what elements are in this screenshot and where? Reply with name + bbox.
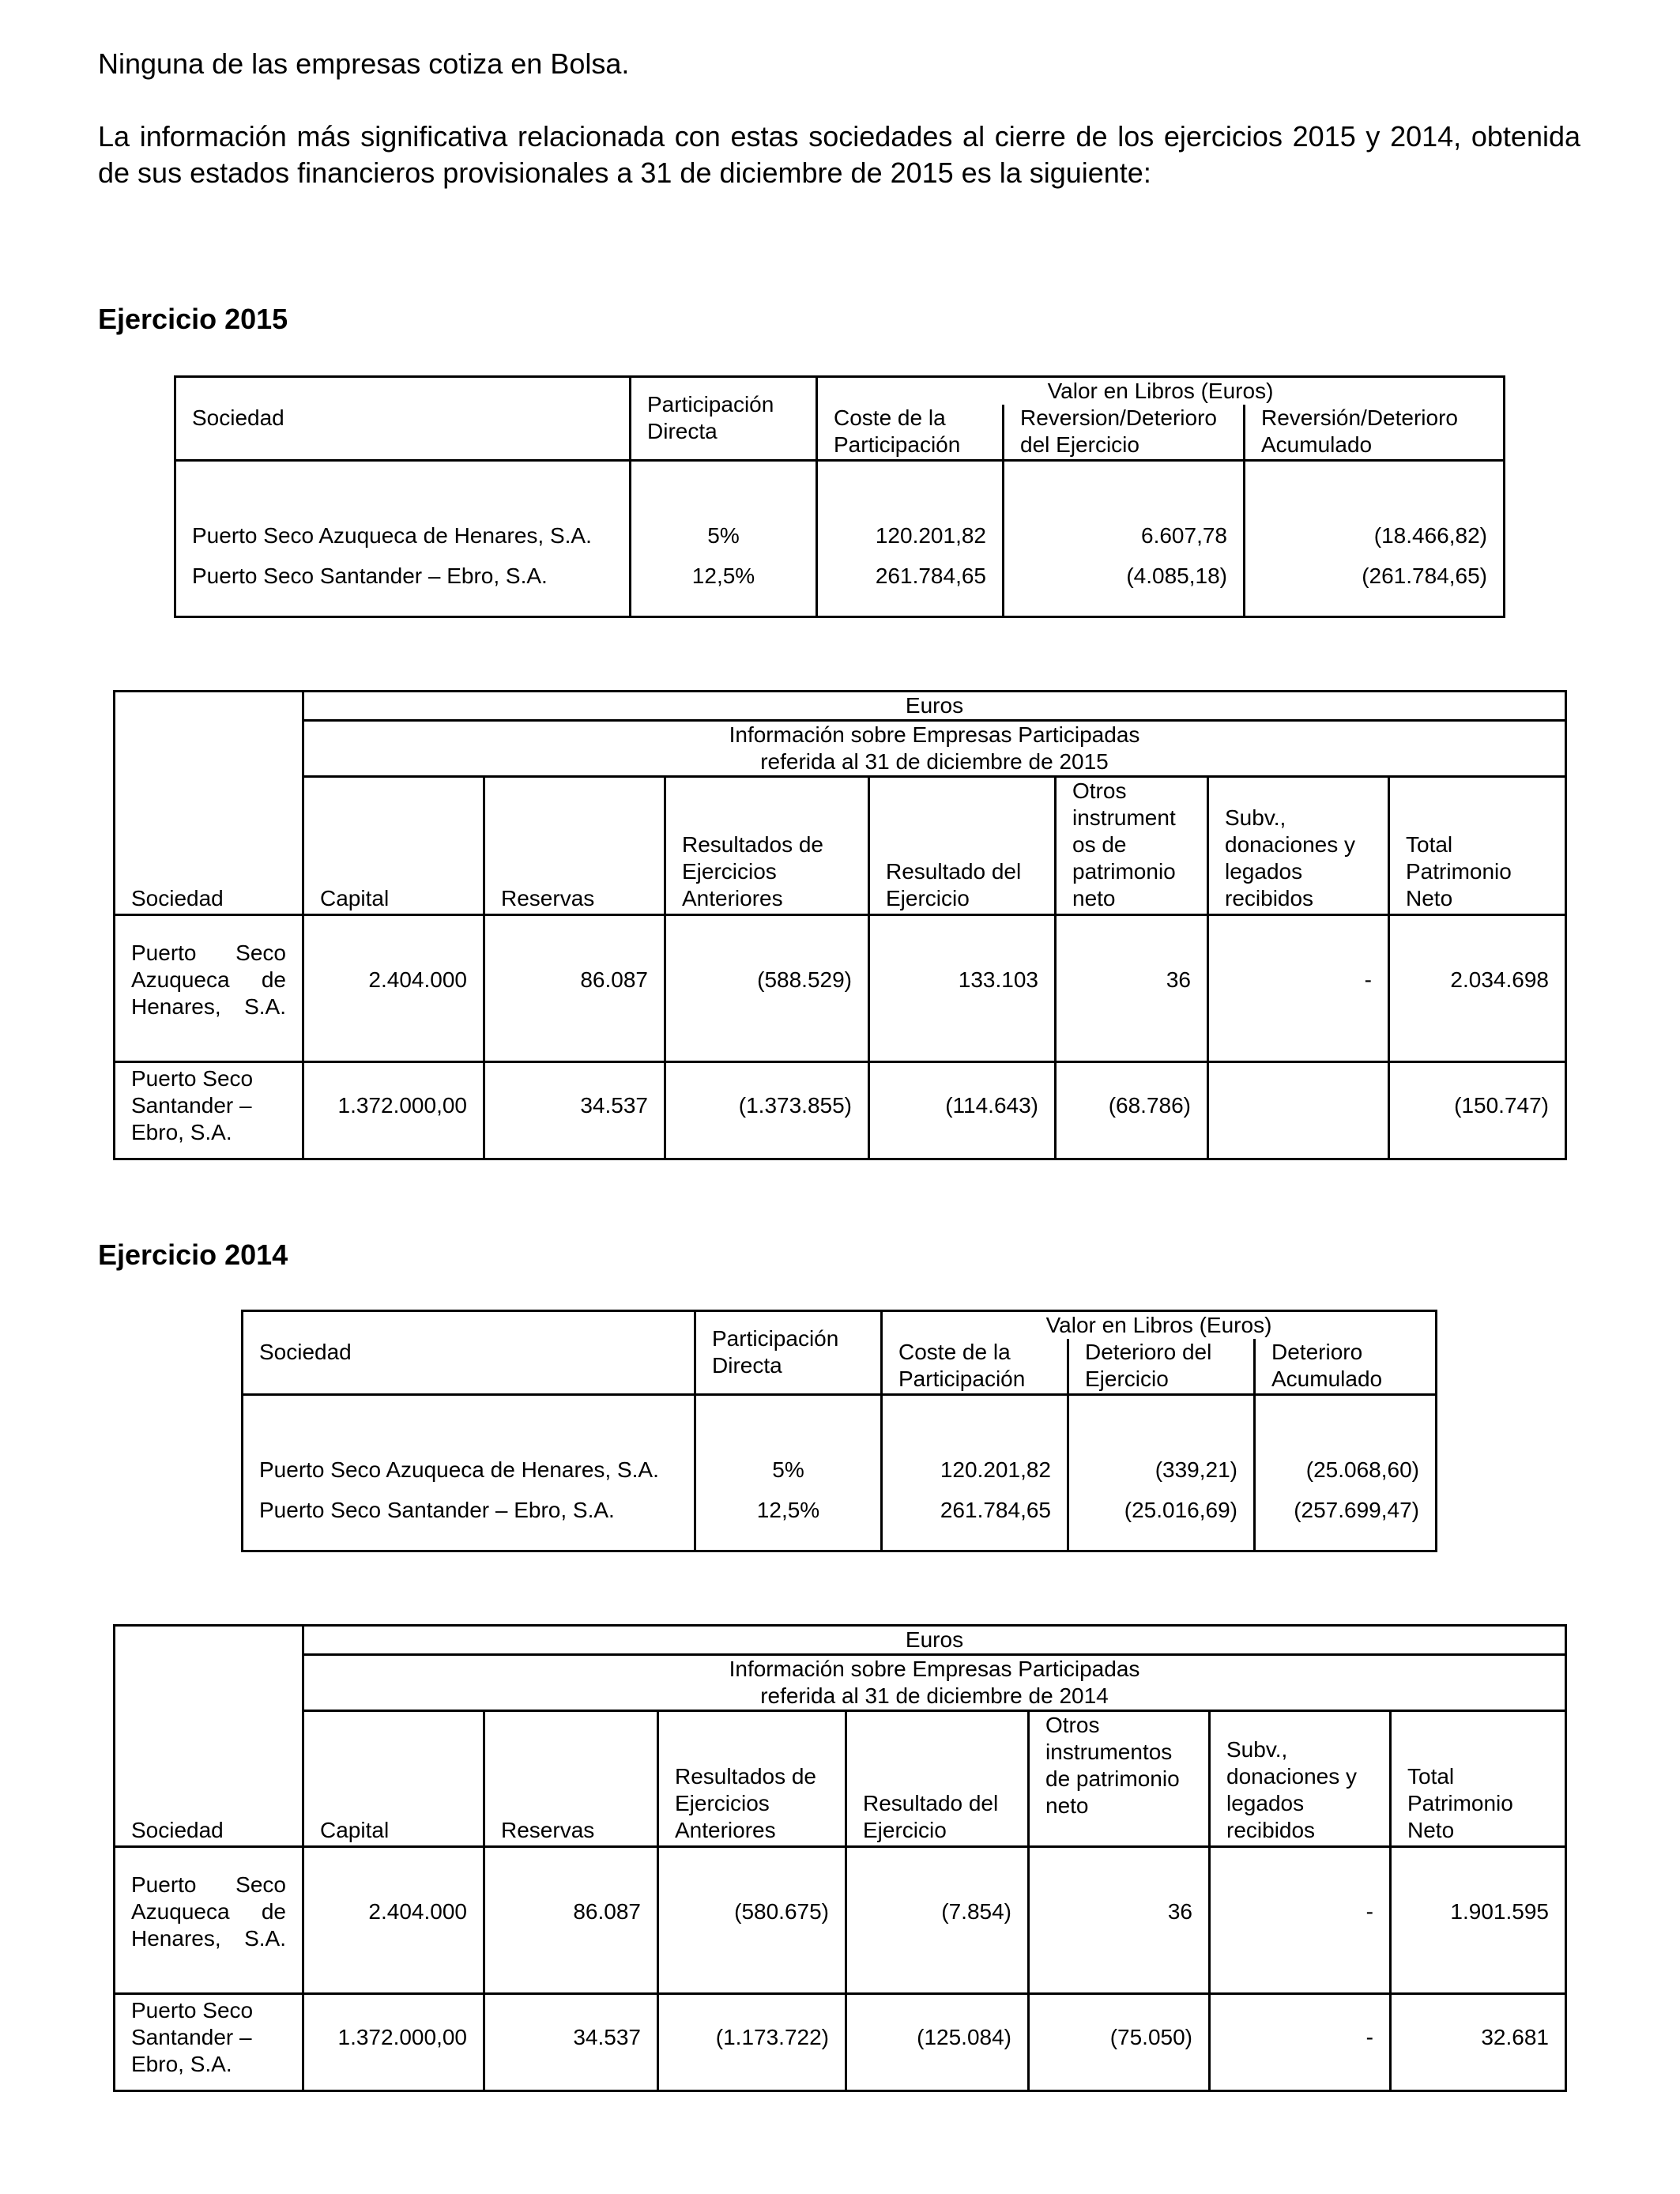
header-deterioro-ejercicio: Deterioro del Ejercicio bbox=[1068, 1339, 1255, 1394]
heading-2015: Ejercicio 2015 bbox=[98, 303, 288, 335]
table-row bbox=[115, 1994, 1566, 2091]
info-table-2014 bbox=[113, 1624, 1567, 2092]
cell-acumulado: (261.784,65) bbox=[1245, 563, 1505, 616]
header-participacion: Participación Directa bbox=[695, 1311, 882, 1395]
cell-sociedad: Puerto Seco Azuqueca de Henares, S.A. bbox=[243, 1443, 695, 1497]
cell-capital: 1.372.000,00 bbox=[303, 1994, 484, 2091]
cell-total-patrimonio: (150.747) bbox=[1389, 1062, 1566, 1159]
cell-acumulado: (257.699,47) bbox=[1255, 1497, 1437, 1551]
cell-sociedad: Puerto Seco Santander – Ebro, S.A. bbox=[115, 1062, 303, 1159]
header-reversion-ejercicio: Reversion/Deterioro del Ejercicio bbox=[1004, 405, 1245, 460]
cell-reservas: 86.087 bbox=[484, 915, 665, 1062]
header-info-title bbox=[303, 1655, 1566, 1711]
cell-sociedad: Puerto Seco Santander – Ebro, S.A. bbox=[243, 1497, 695, 1551]
intro-line-1: Ninguna de las empresas cotiza en Bolsa. bbox=[98, 47, 630, 80]
cell-resultado-ejercicio: (7.854) bbox=[846, 1847, 1029, 1994]
table-row bbox=[243, 1497, 1437, 1551]
cell-ejercicio: 6.607,78 bbox=[1004, 509, 1245, 563]
heading-2014: Ejercicio 2014 bbox=[98, 1238, 288, 1271]
header-capital: Capital bbox=[303, 1711, 484, 1847]
header-deterioro-acumulado: Deterioro Acumulado bbox=[1255, 1339, 1437, 1394]
header-otros-instrumentos: Otros instrument os de patrimonio neto bbox=[1056, 777, 1208, 915]
cell-reservas: 34.537 bbox=[484, 1994, 658, 2091]
cell-participacion: 12,5% bbox=[695, 1497, 882, 1551]
cell-sociedad: Puerto Seco Santander – Ebro, S.A. bbox=[175, 563, 631, 616]
header-resultado-ejercicio: Resultado del Ejercicio bbox=[846, 1711, 1029, 1847]
valor-table-2014 bbox=[241, 1310, 1437, 1552]
cell-resultados-anteriores: (588.529) bbox=[665, 915, 869, 1062]
cell-reservas: 86.087 bbox=[484, 1847, 658, 1994]
header-subvenciones: Subv., donaciones y legados recibidos bbox=[1208, 777, 1389, 915]
cell-resultados-anteriores: (1.173.722) bbox=[658, 1994, 846, 2091]
table-row bbox=[175, 509, 1505, 563]
header-participacion: Participación Directa bbox=[631, 377, 817, 461]
cell-resultado-ejercicio: (125.084) bbox=[846, 1994, 1029, 2091]
cell-sociedad: Puerto Seco Santander – Ebro, S.A. bbox=[115, 1994, 303, 2091]
header-valor-en-libros: Valor en Libros (Euros) bbox=[882, 1311, 1437, 1340]
cell-total-patrimonio: 1.901.595 bbox=[1391, 1847, 1566, 1994]
header-resultados-anteriores: Resultados de Ejercicios Anteriores bbox=[665, 777, 869, 915]
info-title-line-1: Información sobre Empresas Participadas bbox=[729, 1657, 1140, 1681]
cell-subvenciones bbox=[1208, 1062, 1389, 1159]
cell-total-patrimonio: 32.681 bbox=[1391, 1994, 1566, 2091]
cell-resultado-ejercicio: 133.103 bbox=[869, 915, 1056, 1062]
cell-sociedad: Puerto Seco Azuqueca de Henares, S.A. bbox=[115, 915, 303, 1062]
cell-otros-instrumentos: (68.786) bbox=[1056, 1062, 1208, 1159]
cell-participacion: 5% bbox=[695, 1443, 882, 1497]
cell-coste: 261.784,65 bbox=[882, 1497, 1068, 1551]
cell-otros-instrumentos: 36 bbox=[1029, 1847, 1210, 1994]
cell-sociedad: Puerto Seco Azuqueca de Henares, S.A. bbox=[115, 1847, 303, 1994]
header-sociedad: Sociedad bbox=[115, 692, 303, 915]
header-valor-en-libros: Valor en Libros (Euros) bbox=[817, 377, 1505, 405]
cell-ejercicio: (4.085,18) bbox=[1004, 563, 1245, 616]
valor-table-2015 bbox=[174, 375, 1505, 618]
header-sociedad: Sociedad bbox=[115, 1626, 303, 1847]
intro-line-2: La información más significativa relacionada con estas sociedades al cierre de los ejercicios 2015 y 2014, obtenida de sus estados financieros provisionales a 31 de diciembre de 2015 es la siguiente: bbox=[98, 120, 1580, 189]
info-title-line-2: referida al 31 de diciembre de 2014 bbox=[760, 1683, 1109, 1708]
cell-acumulado: (25.068,60) bbox=[1255, 1443, 1437, 1497]
cell-coste: 261.784,65 bbox=[817, 563, 1004, 616]
header-total-patrimonio: Total Patrimonio Neto bbox=[1389, 777, 1566, 915]
table-row bbox=[115, 915, 1566, 1062]
cell-otros-instrumentos: 36 bbox=[1056, 915, 1208, 1062]
cell-coste: 120.201,82 bbox=[817, 509, 1004, 563]
header-resultados-anteriores: Resultados de Ejercicios Anteriores bbox=[658, 1711, 846, 1847]
header-euros: Euros bbox=[303, 692, 1566, 721]
header-total-patrimonio: Total Patrimonio Neto bbox=[1391, 1711, 1566, 1847]
header-info-title bbox=[303, 721, 1566, 777]
info-table-2015 bbox=[113, 690, 1567, 1160]
header-reversion-acumulado: Reversión/Deterioro Acumulado bbox=[1245, 405, 1505, 460]
cell-ejercicio: (339,21) bbox=[1068, 1443, 1255, 1497]
cell-resultados-anteriores: (580.675) bbox=[658, 1847, 846, 1994]
header-otros-instrumentos: Otros instrumentos de patrimonio neto bbox=[1029, 1711, 1210, 1847]
info-title-line-2: referida al 31 de diciembre de 2015 bbox=[760, 749, 1109, 774]
cell-participacion: 12,5% bbox=[631, 563, 817, 616]
table-row bbox=[115, 1847, 1566, 1994]
cell-otros-instrumentos: (75.050) bbox=[1029, 1994, 1210, 2091]
cell-reservas: 34.537 bbox=[484, 1062, 665, 1159]
header-capital: Capital bbox=[303, 777, 484, 915]
table-row bbox=[115, 1062, 1566, 1159]
cell-total-patrimonio: 2.034.698 bbox=[1389, 915, 1566, 1062]
header-resultado-ejercicio: Resultado del Ejercicio bbox=[869, 777, 1056, 915]
cell-coste: 120.201,82 bbox=[882, 1443, 1068, 1497]
header-euros: Euros bbox=[303, 1626, 1566, 1655]
cell-resultado-ejercicio: (114.643) bbox=[869, 1062, 1056, 1159]
cell-ejercicio: (25.016,69) bbox=[1068, 1497, 1255, 1551]
cell-capital: 1.372.000,00 bbox=[303, 1062, 484, 1159]
cell-acumulado: (18.466,82) bbox=[1245, 509, 1505, 563]
table-row bbox=[243, 1443, 1437, 1497]
cell-sociedad: Puerto Seco Azuqueca de Henares, S.A. bbox=[175, 509, 631, 563]
cell-participacion: 5% bbox=[631, 509, 817, 563]
info-title-line-1: Información sobre Empresas Participadas bbox=[729, 722, 1140, 747]
header-sociedad: Sociedad bbox=[175, 377, 631, 461]
header-subvenciones: Subv., donaciones y legados recibidos bbox=[1210, 1711, 1391, 1847]
header-reservas: Reservas bbox=[484, 1711, 658, 1847]
cell-resultados-anteriores: (1.373.855) bbox=[665, 1062, 869, 1159]
table-row bbox=[175, 563, 1505, 616]
header-reservas: Reservas bbox=[484, 777, 665, 915]
cell-subvenciones: - bbox=[1208, 915, 1389, 1062]
cell-subvenciones: - bbox=[1210, 1847, 1391, 1994]
cell-capital: 2.404.000 bbox=[303, 1847, 484, 1994]
cell-capital: 2.404.000 bbox=[303, 915, 484, 1062]
cell-subvenciones: - bbox=[1210, 1994, 1391, 2091]
header-coste: Coste de la Participación bbox=[817, 405, 1004, 460]
header-sociedad: Sociedad bbox=[243, 1311, 695, 1395]
header-coste: Coste de la Participación bbox=[882, 1339, 1068, 1394]
